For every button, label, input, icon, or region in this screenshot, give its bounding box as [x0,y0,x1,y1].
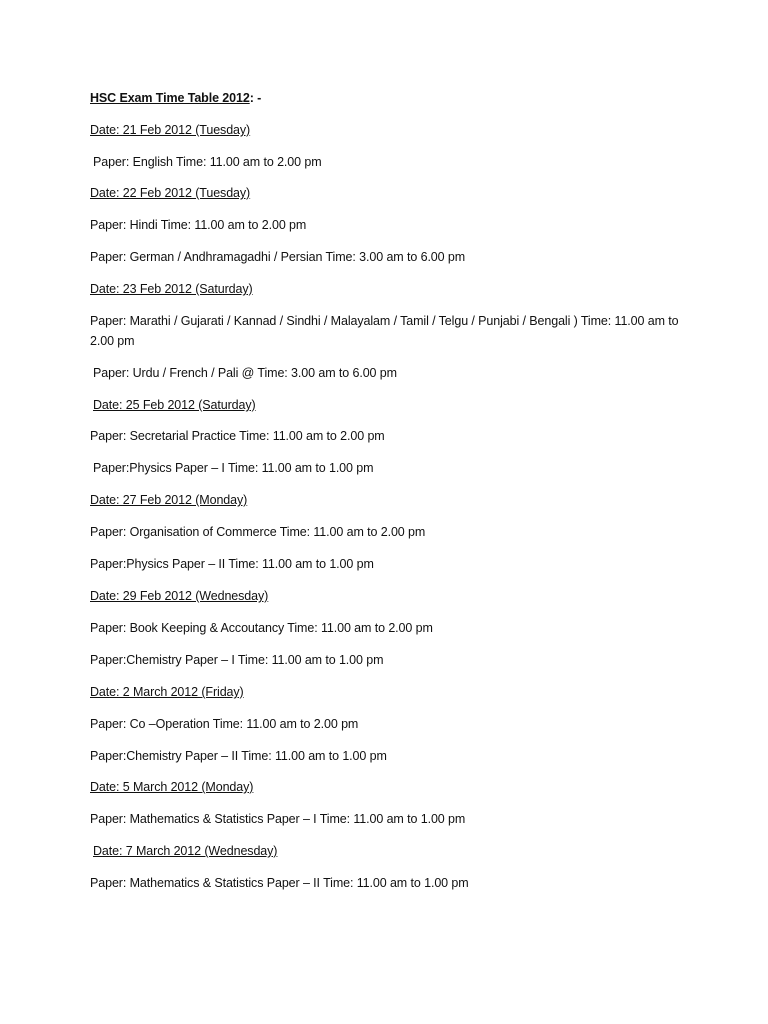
exam-date: Date: 29 Feb 2012 (Wednesday) [90,589,269,603]
exam-paper: Paper: Mathematics & Statistics Paper – II Time: 11.00 am to 1.00 pm [90,876,469,890]
page-title-text: HSC Exam Time Table 2012 [90,91,250,105]
exam-date: Date: 5 March 2012 (Monday) [90,780,254,794]
exam-paper: Paper: Book Keeping & Accoutancy Time: 11.00 am to 2.00 pm [90,621,433,635]
exam-date: Date: 2 March 2012 (Friday) [90,685,244,699]
exam-date: Date: 25 Feb 2012 (Saturday) [93,398,256,412]
page-title-suffix: : - [249,91,262,105]
exam-paper: Paper: Co –Operation Time: 11.00 am to 2.00 pm [90,717,359,731]
exam-paper: Paper: Hindi Time: 11.00 am to 2.00 pm [90,218,307,232]
exam-paper: Paper: Mathematics & Statistics Paper – I Time: 11.00 am to 1.00 pm [90,812,466,826]
exam-paper: Paper: Organisation of Commerce Time: 11.00 am to 2.00 pm [90,525,426,539]
exam-date: Date: 21 Feb 2012 (Tuesday) [90,123,251,137]
exam-date: Date: 27 Feb 2012 (Monday) [90,493,248,507]
exam-date: Date: 23 Feb 2012 (Saturday) [90,282,253,296]
exam-paper: Paper: German / Andhramagadhi / Persian Time: 3.00 am to 6.00 pm [90,250,466,264]
page-title [90,88,690,108]
exam-paper: Paper: English Time: 11.00 am to 2.00 pm [93,155,322,169]
exam-date: Date: 7 March 2012 (Wednesday) [93,844,278,858]
exam-paper: Paper:Chemistry Paper – I Time: 11.00 am to 1.00 pm [90,653,384,667]
exam-paper: Paper:Physics Paper – I Time: 11.00 am to 1.00 pm [93,461,374,475]
exam-paper: Paper: Urdu / French / Pali @ Time: 3.00 am to 6.00 pm [93,366,397,380]
exam-paper: Paper:Physics Paper – II Time: 11.00 am to 1.00 pm [90,557,374,571]
exam-paper: Paper:Chemistry Paper – II Time: 11.00 am to 1.00 pm [90,749,387,763]
exam-date: Date: 22 Feb 2012 (Tuesday) [90,186,251,200]
exam-paper: Paper: Secretarial Practice Time: 11.00 am to 2.00 pm [90,429,385,443]
exam-paper: Paper: Marathi / Gujarati / Kannad / Sindhi / Malayalam / Tamil / Telgu / Punjabi / Bengali ) Time: 11.00 am to 2.00 pm [90,314,679,348]
